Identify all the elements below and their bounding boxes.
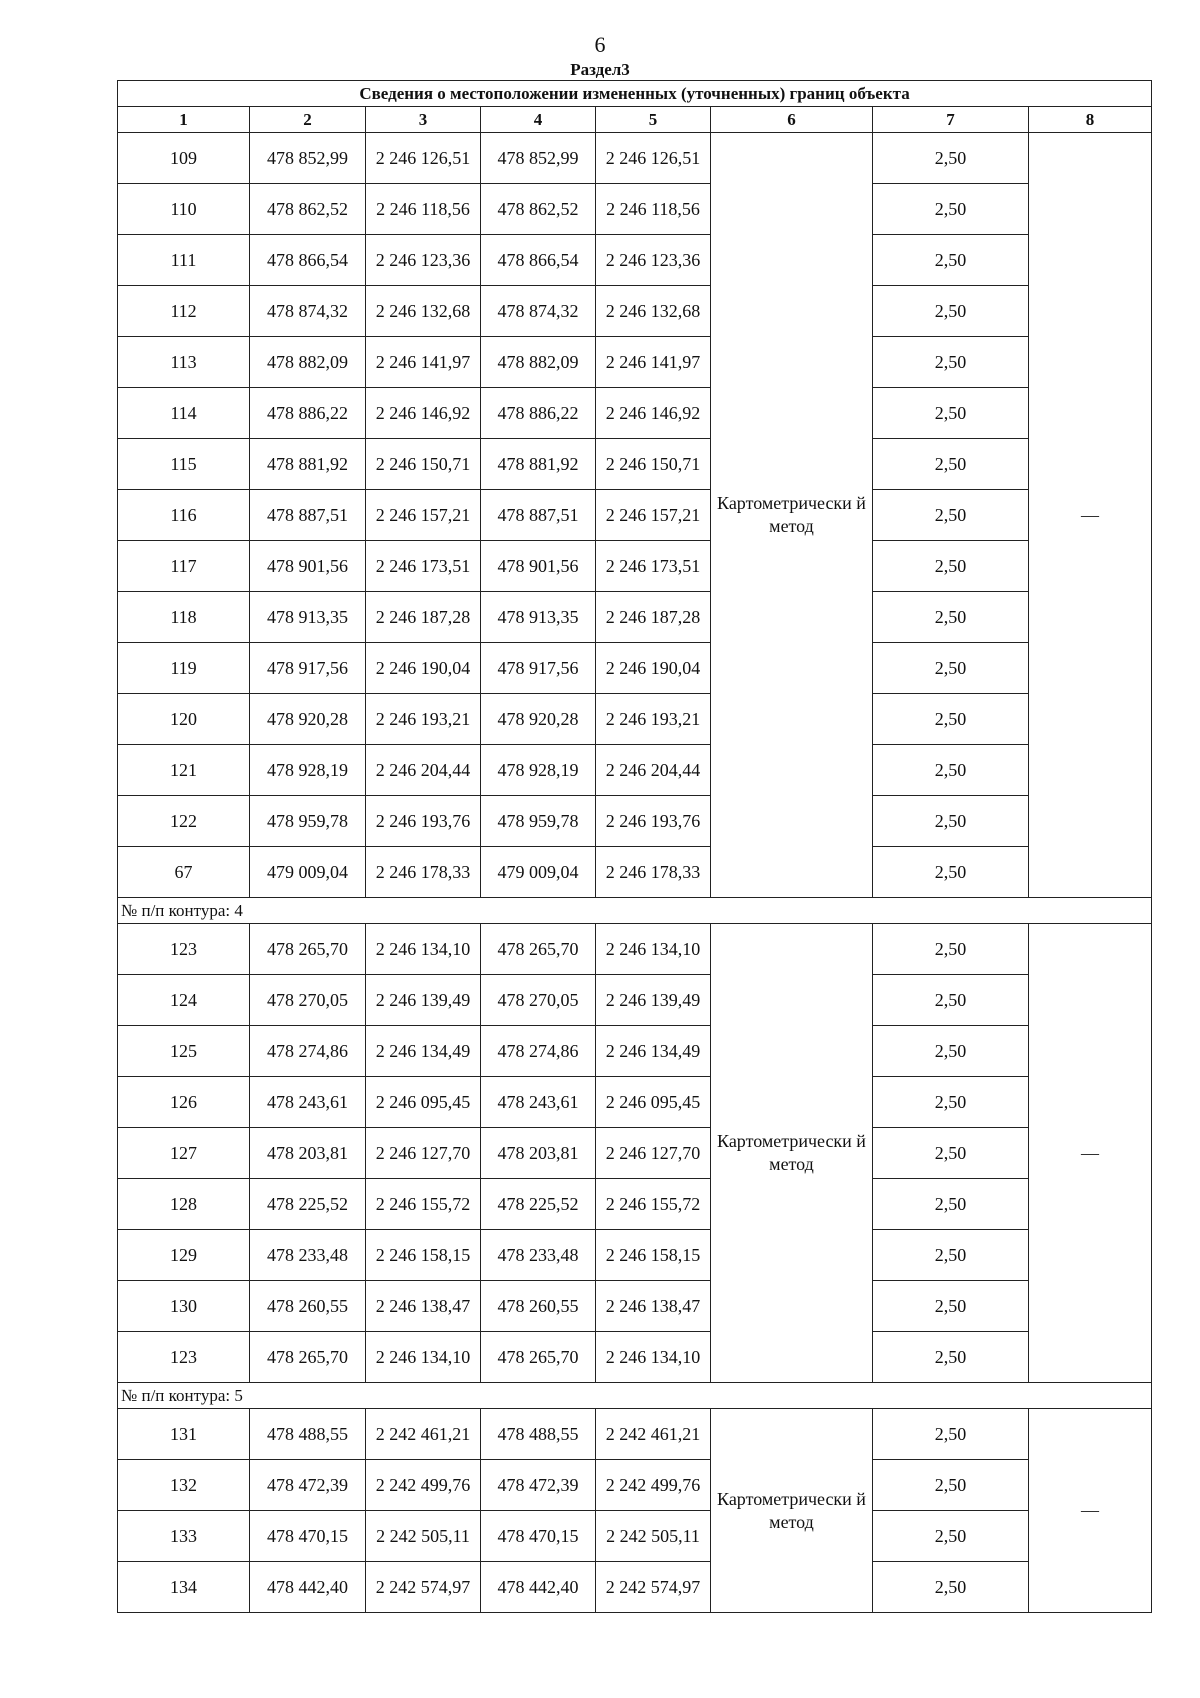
point-number: 131 (118, 1409, 250, 1460)
x-existing: 478 274,86 (250, 1026, 366, 1077)
x-existing: 478 203,81 (250, 1128, 366, 1179)
accuracy: 2,50 (873, 1026, 1029, 1077)
point-number: 123 (118, 924, 250, 975)
column-number-1: 1 (118, 107, 250, 133)
y-new: 2 246 132,68 (596, 286, 711, 337)
x-existing: 478 882,09 (250, 337, 366, 388)
x-existing: 478 265,70 (250, 924, 366, 975)
table-body (118, 81, 1152, 1613)
x-existing: 478 920,28 (250, 694, 366, 745)
x-existing: 478 472,39 (250, 1460, 366, 1511)
table-row (118, 388, 1152, 439)
column-number-7: 7 (873, 107, 1029, 133)
x-existing: 478 265,70 (250, 1332, 366, 1383)
accuracy: 2,50 (873, 286, 1029, 337)
table-row (118, 133, 1152, 184)
point-number: 109 (118, 133, 250, 184)
y-existing: 2 246 193,21 (366, 694, 481, 745)
y-new: 2 246 118,56 (596, 184, 711, 235)
x-new: 478 862,52 (481, 184, 596, 235)
x-existing: 478 442,40 (250, 1562, 366, 1613)
table-row (118, 1281, 1152, 1332)
x-new: 478 265,70 (481, 924, 596, 975)
x-existing: 478 917,56 (250, 643, 366, 694)
y-existing: 2 246 126,51 (366, 133, 481, 184)
y-existing: 2 246 118,56 (366, 184, 481, 235)
y-existing: 2 246 187,28 (366, 592, 481, 643)
y-new: 2 246 134,10 (596, 924, 711, 975)
x-new: 478 470,15 (481, 1511, 596, 1562)
y-new: 2 246 193,21 (596, 694, 711, 745)
y-existing: 2 246 095,45 (366, 1077, 481, 1128)
x-existing: 478 928,19 (250, 745, 366, 796)
table-row (118, 924, 1152, 975)
table-row (118, 1077, 1152, 1128)
x-existing: 478 887,51 (250, 490, 366, 541)
x-existing: 478 488,55 (250, 1409, 366, 1460)
y-existing: 2 246 150,71 (366, 439, 481, 490)
y-new: 2 246 158,15 (596, 1230, 711, 1281)
accuracy: 2,50 (873, 235, 1029, 286)
y-new: 2 246 134,10 (596, 1332, 711, 1383)
table-row (118, 439, 1152, 490)
point-number: 133 (118, 1511, 250, 1562)
y-new: 2 246 173,51 (596, 541, 711, 592)
accuracy: 2,50 (873, 490, 1029, 541)
accuracy: 2,50 (873, 924, 1029, 975)
accuracy: 2,50 (873, 184, 1029, 235)
x-new: 478 882,09 (481, 337, 596, 388)
x-existing: 478 901,56 (250, 541, 366, 592)
accuracy: 2,50 (873, 592, 1029, 643)
y-new: 2 246 123,36 (596, 235, 711, 286)
table-row (118, 1128, 1152, 1179)
point-number: 128 (118, 1179, 250, 1230)
y-existing: 2 246 141,97 (366, 337, 481, 388)
y-new: 2 242 461,21 (596, 1409, 711, 1460)
y-existing: 2 246 158,15 (366, 1230, 481, 1281)
accuracy: 2,50 (873, 694, 1029, 745)
x-existing: 478 886,22 (250, 388, 366, 439)
x-existing: 479 009,04 (250, 847, 366, 898)
x-new: 478 881,92 (481, 439, 596, 490)
table-row (118, 286, 1152, 337)
x-existing: 478 866,54 (250, 235, 366, 286)
accuracy: 2,50 (873, 1460, 1029, 1511)
accuracy: 2,50 (873, 1409, 1029, 1460)
column-number-8: 8 (1029, 107, 1152, 133)
y-new: 2 246 204,44 (596, 745, 711, 796)
y-new: 2 246 138,47 (596, 1281, 711, 1332)
contour-label-row (118, 898, 1152, 924)
point-number: 126 (118, 1077, 250, 1128)
accuracy: 2,50 (873, 796, 1029, 847)
y-new: 2 242 574,97 (596, 1562, 711, 1613)
x-existing: 478 260,55 (250, 1281, 366, 1332)
column-number-2: 2 (250, 107, 366, 133)
x-new: 478 260,55 (481, 1281, 596, 1332)
y-new: 2 246 187,28 (596, 592, 711, 643)
table-row (118, 1179, 1152, 1230)
y-new: 2 242 499,76 (596, 1460, 711, 1511)
x-existing: 478 470,15 (250, 1511, 366, 1562)
table-row (118, 1460, 1152, 1511)
y-existing: 2 246 139,49 (366, 975, 481, 1026)
accuracy: 2,50 (873, 643, 1029, 694)
accuracy: 2,50 (873, 1077, 1029, 1128)
x-existing: 478 233,48 (250, 1230, 366, 1281)
y-new: 2 246 127,70 (596, 1128, 711, 1179)
accuracy: 2,50 (873, 745, 1029, 796)
y-new: 2 246 134,49 (596, 1026, 711, 1077)
y-new: 2 246 141,97 (596, 337, 711, 388)
point-number: 132 (118, 1460, 250, 1511)
column-number-4: 4 (481, 107, 596, 133)
y-new: 2 246 178,33 (596, 847, 711, 898)
table-row (118, 235, 1152, 286)
method-cell: Картометрически й метод (711, 924, 873, 1383)
table-row (118, 694, 1152, 745)
y-new: 2 246 126,51 (596, 133, 711, 184)
column-number-5: 5 (596, 107, 711, 133)
point-number: 129 (118, 1230, 250, 1281)
x-new: 478 866,54 (481, 235, 596, 286)
x-new: 478 442,40 (481, 1562, 596, 1613)
y-existing: 2 246 123,36 (366, 235, 481, 286)
accuracy: 2,50 (873, 1230, 1029, 1281)
boundary-coordinates-table (117, 80, 1152, 1613)
x-new: 478 852,99 (481, 133, 596, 184)
table-row (118, 1026, 1152, 1077)
x-new: 478 920,28 (481, 694, 596, 745)
point-number: 111 (118, 235, 250, 286)
accuracy: 2,50 (873, 975, 1029, 1026)
x-new: 478 233,48 (481, 1230, 596, 1281)
x-new: 478 225,52 (481, 1179, 596, 1230)
x-new: 478 472,39 (481, 1460, 596, 1511)
y-existing: 2 242 574,97 (366, 1562, 481, 1613)
x-existing: 478 881,92 (250, 439, 366, 490)
point-number: 134 (118, 1562, 250, 1613)
accuracy: 2,50 (873, 1179, 1029, 1230)
point-number: 125 (118, 1026, 250, 1077)
x-new: 478 265,70 (481, 1332, 596, 1383)
x-new: 478 886,22 (481, 388, 596, 439)
accuracy: 2,50 (873, 1128, 1029, 1179)
y-new: 2 246 095,45 (596, 1077, 711, 1128)
point-number: 124 (118, 975, 250, 1026)
point-number: 121 (118, 745, 250, 796)
y-existing: 2 246 155,72 (366, 1179, 481, 1230)
accuracy: 2,50 (873, 133, 1029, 184)
point-number: 67 (118, 847, 250, 898)
x-new: 478 243,61 (481, 1077, 596, 1128)
point-number: 119 (118, 643, 250, 694)
x-new: 478 917,56 (481, 643, 596, 694)
table-row (118, 745, 1152, 796)
y-new: 2 246 146,92 (596, 388, 711, 439)
x-new: 478 913,35 (481, 592, 596, 643)
table-row (118, 847, 1152, 898)
y-new: 2 246 150,71 (596, 439, 711, 490)
table-row (118, 796, 1152, 847)
accuracy: 2,50 (873, 439, 1029, 490)
x-existing: 478 243,61 (250, 1077, 366, 1128)
x-existing: 478 852,99 (250, 133, 366, 184)
accuracy: 2,50 (873, 1281, 1029, 1332)
table-row (118, 1332, 1152, 1383)
point-number: 113 (118, 337, 250, 388)
point-number: 123 (118, 1332, 250, 1383)
y-new: 2 246 155,72 (596, 1179, 711, 1230)
x-existing: 478 225,52 (250, 1179, 366, 1230)
y-new: 2 246 193,76 (596, 796, 711, 847)
x-new: 478 270,05 (481, 975, 596, 1026)
x-new: 478 274,86 (481, 1026, 596, 1077)
y-existing: 2 246 134,10 (366, 924, 481, 975)
table-caption-row (118, 81, 1152, 107)
x-existing: 478 959,78 (250, 796, 366, 847)
y-new: 2 246 139,49 (596, 975, 711, 1026)
x-existing: 478 913,35 (250, 592, 366, 643)
y-existing: 2 246 134,49 (366, 1026, 481, 1077)
y-existing: 2 246 190,04 (366, 643, 481, 694)
x-existing: 478 874,32 (250, 286, 366, 337)
contour-label-row (118, 1383, 1152, 1409)
y-existing: 2 246 193,76 (366, 796, 481, 847)
y-existing: 2 246 173,51 (366, 541, 481, 592)
y-existing: 2 246 134,10 (366, 1332, 481, 1383)
accuracy: 2,50 (873, 541, 1029, 592)
table-row (118, 184, 1152, 235)
point-number: 130 (118, 1281, 250, 1332)
point-number: 115 (118, 439, 250, 490)
column-number-6: 6 (711, 107, 873, 133)
x-new: 478 488,55 (481, 1409, 596, 1460)
contour-label: № п/п контура: 4 (118, 898, 1152, 924)
point-number: 122 (118, 796, 250, 847)
y-existing: 2 246 138,47 (366, 1281, 481, 1332)
x-existing: 478 862,52 (250, 184, 366, 235)
x-new: 479 009,04 (481, 847, 596, 898)
point-number: 114 (118, 388, 250, 439)
column-number-row (118, 107, 1152, 133)
point-number: 118 (118, 592, 250, 643)
page-number: 6 (594, 32, 606, 57)
point-number: 110 (118, 184, 250, 235)
table-caption: Сведения о местоположении измененных (уточненных) границ объекта (118, 81, 1152, 107)
method-cell: Картометрически й метод (711, 1409, 873, 1613)
accuracy: 2,50 (873, 1562, 1029, 1613)
accuracy: 2,50 (873, 1332, 1029, 1383)
y-existing: 2 246 204,44 (366, 745, 481, 796)
y-existing: 2 246 157,21 (366, 490, 481, 541)
point-number: 112 (118, 286, 250, 337)
method-cell: Картометрически й метод (711, 133, 873, 898)
x-new: 478 928,19 (481, 745, 596, 796)
y-existing: 2 246 127,70 (366, 1128, 481, 1179)
x-new: 478 959,78 (481, 796, 596, 847)
column-number-3: 3 (366, 107, 481, 133)
accuracy: 2,50 (873, 1511, 1029, 1562)
table-row (118, 337, 1152, 388)
table-row (118, 1562, 1152, 1613)
y-new: 2 246 190,04 (596, 643, 711, 694)
table-row (118, 643, 1152, 694)
x-new: 478 887,51 (481, 490, 596, 541)
table-row (118, 1409, 1152, 1460)
section-title: Раздел3 (570, 60, 630, 79)
y-existing: 2 242 499,76 (366, 1460, 481, 1511)
table-row (118, 1230, 1152, 1281)
x-new: 478 874,32 (481, 286, 596, 337)
y-existing: 2 242 505,11 (366, 1511, 481, 1562)
note-cell: — (1029, 1409, 1152, 1613)
accuracy: 2,50 (873, 388, 1029, 439)
point-number: 117 (118, 541, 250, 592)
accuracy: 2,50 (873, 847, 1029, 898)
y-existing: 2 246 146,92 (366, 388, 481, 439)
table-row (118, 975, 1152, 1026)
contour-label: № п/п контура: 5 (118, 1383, 1152, 1409)
note-cell: — (1029, 924, 1152, 1383)
point-number: 120 (118, 694, 250, 745)
y-new: 2 242 505,11 (596, 1511, 711, 1562)
table-row (118, 1511, 1152, 1562)
table-row (118, 541, 1152, 592)
y-existing: 2 246 132,68 (366, 286, 481, 337)
y-existing: 2 246 178,33 (366, 847, 481, 898)
table-row (118, 490, 1152, 541)
x-new: 478 203,81 (481, 1128, 596, 1179)
table-row (118, 592, 1152, 643)
x-new: 478 901,56 (481, 541, 596, 592)
y-existing: 2 242 461,21 (366, 1409, 481, 1460)
accuracy: 2,50 (873, 337, 1029, 388)
x-existing: 478 270,05 (250, 975, 366, 1026)
y-new: 2 246 157,21 (596, 490, 711, 541)
note-cell: — (1029, 133, 1152, 898)
point-number: 127 (118, 1128, 250, 1179)
point-number: 116 (118, 490, 250, 541)
